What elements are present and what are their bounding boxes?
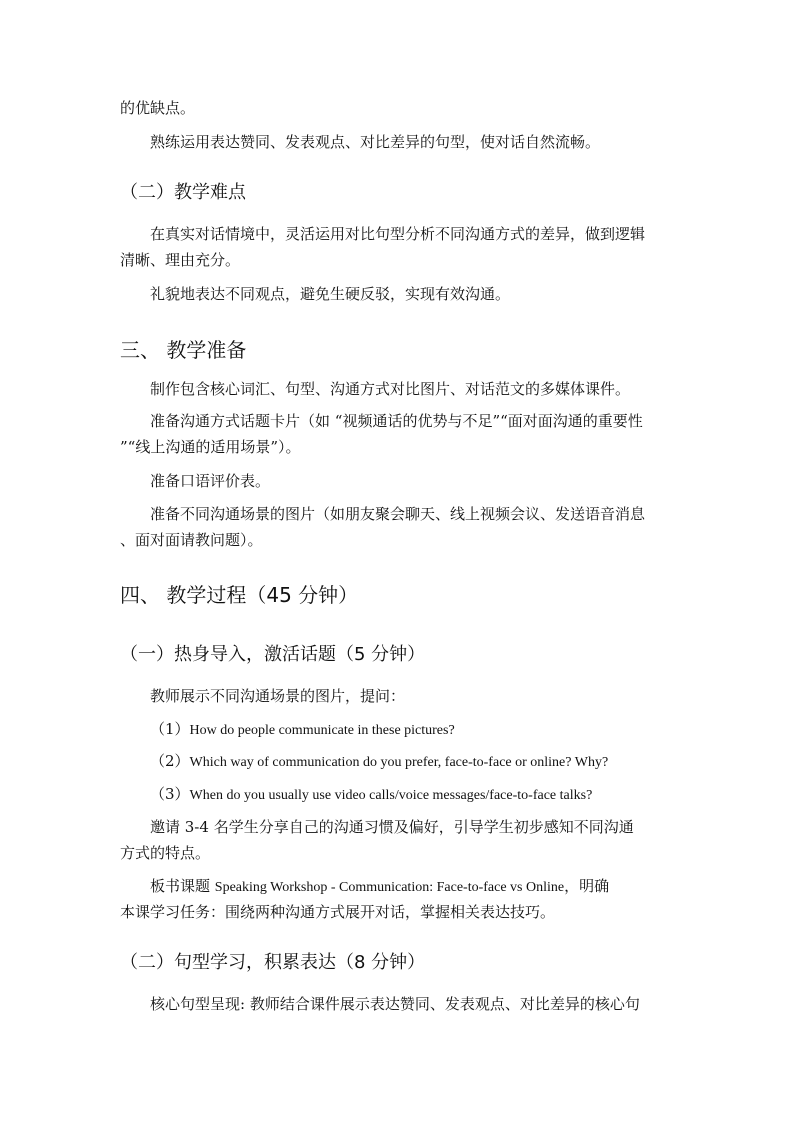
question-2-text: Which way of communication do you prefer, face-to-face or online? Why?: [189, 755, 609, 770]
paragraph-blackboard-a: [150, 876, 676, 898]
question-1: [150, 719, 676, 741]
subsection-heading-warmup: （一）热身导入，激活话题（5 分钟）: [120, 644, 426, 665]
blackboard-title: Speaking Workshop - Communication: Face-to-face vs Online: [214, 880, 565, 895]
paragraph-difficulty-1a: 在真实对话情境中，灵活运用对比句型分析不同沟通方式的差异，做到逻辑: [150, 225, 646, 243]
paragraph-difficulty-2: 礼貌地表达不同观点，避免生硬反驳，实现有效沟通。: [150, 285, 511, 303]
paragraph-key-point: 熟练运用表达赞同、发表观点、对比差异的句型，使对话自然流畅。: [150, 133, 601, 151]
question-2-number: （2）: [150, 752, 190, 770]
paragraph-prep-3: 准备口语评价表。: [150, 472, 271, 490]
paragraph-blackboard-b: 本课学习任务：围绕两种沟通方式展开对话，掌握相关表达技巧。: [120, 903, 556, 921]
section-heading-process: 四、 教学过程（45 分钟）: [120, 583, 359, 607]
paragraph-invite-a: 邀请 3-4 名学生分享自己的沟通习惯及偏好，引导学生初步感知不同沟通: [150, 818, 634, 836]
question-1-number: （1）: [150, 720, 190, 738]
question-2: [150, 751, 676, 773]
paragraph-prep-2a: 准备沟通方式话题卡片（如 “视频通话的优势与不足”“面对面沟通的重要性: [150, 412, 643, 430]
paragraph-warmup-intro: 教师展示不同沟通场景的图片，提问：: [150, 687, 406, 705]
paragraph-core-patterns: 核心句型呈现: 教师结合课件展示表达赞同、发表观点、对比差异的核心句: [150, 995, 640, 1013]
question-3: [150, 784, 676, 806]
paragraph-prep-2b: ”“线上沟通的适用场景”）。: [120, 438, 301, 456]
subsection-heading-patterns: （二）句型学习，积累表达（8 分钟）: [120, 952, 426, 973]
blackboard-lead: 板书课题: [150, 877, 215, 895]
section-heading-preparation: 三、 教学准备: [120, 338, 247, 362]
question-1-text: How do people communicate in these pictures?: [189, 723, 455, 738]
paragraph-prep-4b: 、面对面请教问题）。: [120, 531, 263, 549]
question-3-number: （3）: [150, 785, 190, 803]
question-3-text: When do you usually use video calls/voice messages/face-to-face talks?: [189, 788, 593, 803]
blackboard-tail: ，明确: [564, 877, 610, 895]
paragraph-prep-4a: 准备不同沟通场景的图片（如朋友聚会聊天、线上视频会议、发送语音消息: [150, 505, 646, 523]
paragraph-continuation: 的优缺点。: [120, 99, 196, 117]
paragraph-invite-b: 方式的特点。: [120, 844, 211, 862]
paragraph-difficulty-1b: 清晰、理由充分。: [120, 251, 241, 269]
section-heading-difficulties: （二）教学难点: [120, 182, 246, 203]
paragraph-prep-1: 制作包含核心词汇、句型、沟通方式对比图片、对话范文的多媒体课件。: [150, 380, 631, 398]
